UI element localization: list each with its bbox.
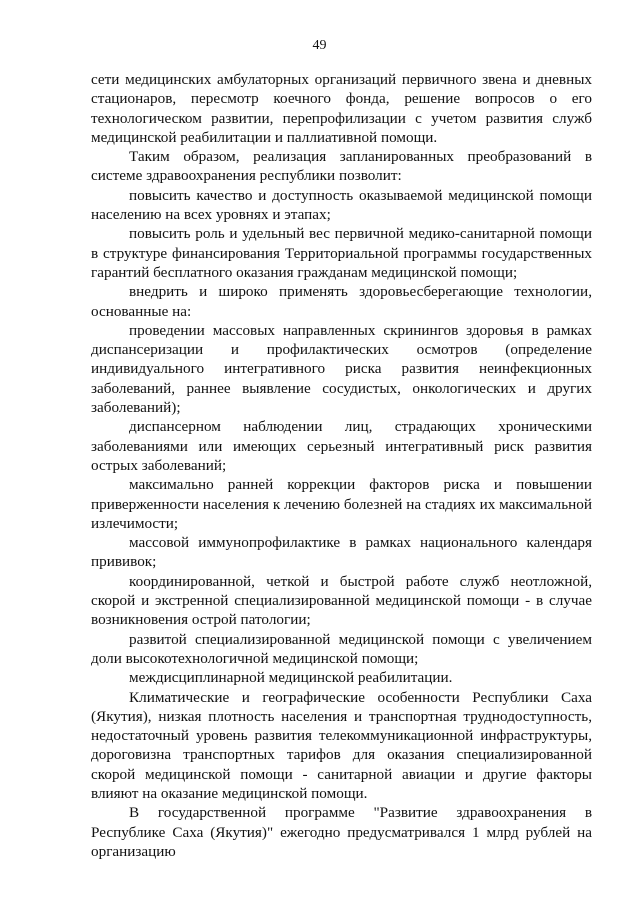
paragraph-summary-intro: Таким образом, реализация запланированных преобразований в системе здравоохранения республики позволит:	[91, 148, 592, 185]
list-item-quality: повысить качество и доступность оказываемой медицинской помощи населению на всех уровнях и этапах;	[91, 186, 592, 224]
list-item-screenings: проведении массовых направленных скринингов здоровья в рамках диспансеризации и профилактических осмотров (определение индивидуального интегративного риска развития неинфекционных заболеваний, раннее выявление сосудистых, онкологических и других заболеваний);	[91, 321, 592, 417]
list-item-emergency: координированной, четкой и быстрой работе служб неотложной, скорой и экстренной специализированной медицинской помощи - в случае возникновения острой патологии;	[91, 572, 592, 629]
paragraph-state-program: В государственной программе "Развитие здравоохранения в Республике Саха (Якутия)" ежегодно предусматривался 1 млрд рублей на организацию	[91, 804, 592, 860]
paragraph-continuation: сети медицинских амбулаторных организаций первичного звена и дневных стационаров, пересмотр коечного фонда, решение вопросов о его технологическом развитии, перепрофилизации с учетом развития служб медицинской реабилитации и паллиативной помощи.	[91, 71, 592, 146]
list-item-specialized: развитой специализированной медицинской помощи с увеличением доли высокотехнологичной медицинской помощи;	[91, 630, 592, 667]
list-item-immunization: массовой иммунопрофилактике в рамках национального календаря прививок;	[91, 534, 592, 571]
page-number: 49	[312, 38, 327, 53]
list-item-rehabilitation: междисциплинарной медицинской реабилитации.	[129, 669, 453, 687]
list-item-technologies: внедрить и широко применять здоровьесберегающие технологии, основанные на:	[91, 283, 592, 320]
document-body	[91, 70, 592, 861]
list-item-primary-care: повысить роль и удельный вес первичной медико-санитарной помощи в структуре финансирования Территориальной программы государственных гарантий бесплатного оказания гражданам медицинской помощи;	[91, 225, 592, 281]
paragraph-climate: Климатические и географические особенности Республики Саха (Якутия), низкая плотность населения и транспортная труднодоступность, недостаточный уровень развития телекоммуникационной инфраструктуры, дороговизна транспортных тарифов для оказания специализированной скорой медицинской помощи - санитарной авиации и другие факторы влияют на оказание медицинской помощи.	[91, 688, 592, 802]
list-item-dispensary: диспансерном наблюдении лиц, страдающих хроническими заболеваниями или имеющих серьезный интегративный риск развития острых заболеваний;	[91, 418, 592, 474]
list-item-risk-correction: максимально ранней коррекции факторов риска и повышении приверженности населения к лечению болезней на стадиях их максимальной излечимости;	[91, 476, 592, 532]
